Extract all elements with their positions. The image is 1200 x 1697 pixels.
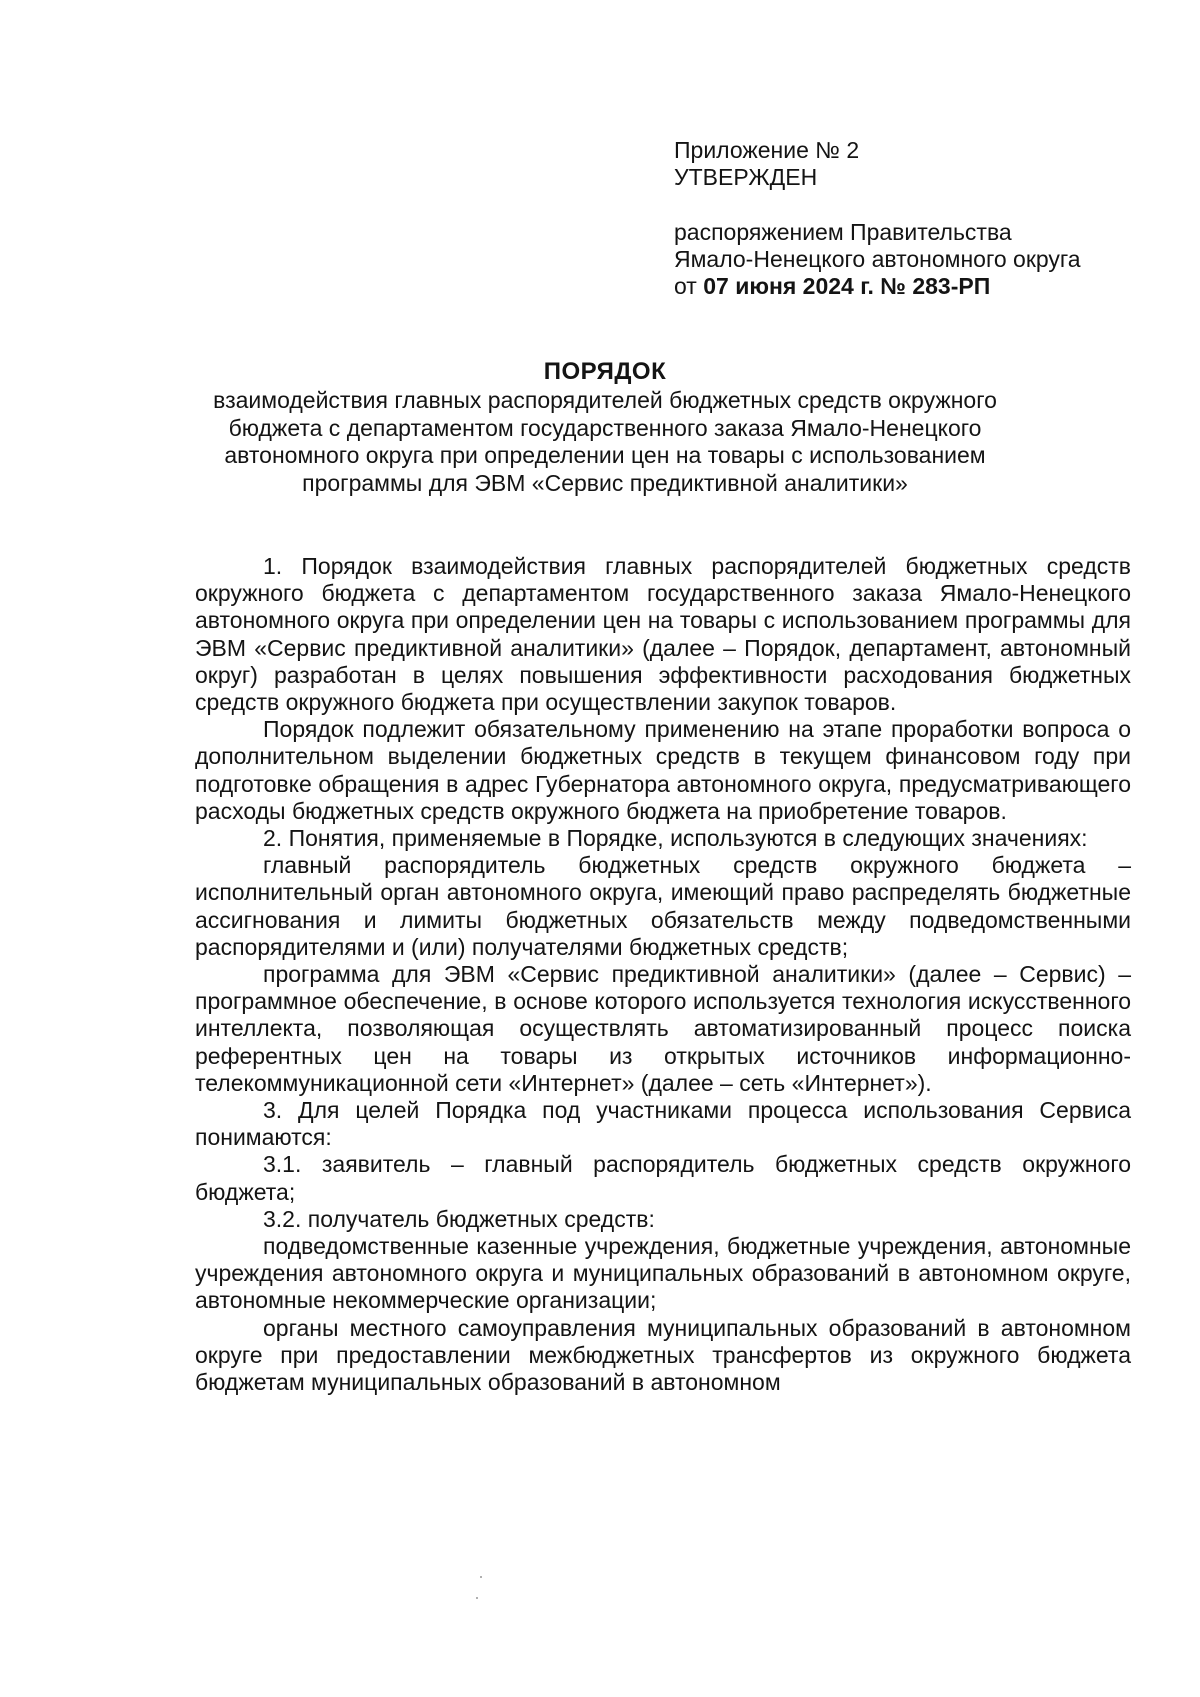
paragraph-2: 2. Понятия, применяемые в Порядке, используются в следующих значениях: [263,825,1088,852]
document-subtitle-line: автономного округа при определении цен на товары с использованием [224,442,986,468]
approved-by-line: распоряжением Правительства [674,219,1012,245]
scan-speck [480,1576,482,1578]
approved-by-authority: Ямало-Ненецкого автономного округа [674,246,1081,272]
recipient-local-governments: органы местного самоуправления муниципальных образований в автономном округе при предоставлении межбюджетных трансфертов из окружного бюджета бюджетам муниципальных образований в автономном [195,1314,1131,1396]
approval-stamp-block [674,137,1144,300]
definition-chief-manager: главный распорядитель бюджетных средств окружного бюджета – исполнительный орган автономного округа, имеющий право распределять бюджетные ассигнования и лимиты бюджетных обязательств между подведомственными распорядителями и (или) получателями бюджетных средств; [195,852,1131,960]
document-title: ПОРЯДОК [543,358,667,385]
definition-service: программа для ЭВМ «Сервис предиктивной аналитики» (далее – Сервис) – программное обеспечение, в основе которого используется технология искусственного интеллекта, позволяющая осуществлять автоматизированный процесс поиска референтных цен на товары из открытых источников информационно-телекоммуникационной сети «Интернет» (далее – сеть «Интернет»). [195,961,1131,1096]
paragraph-1: 1. Порядок взаимодействия главных распорядителей бюджетных средств окружного бюджета с департаментом государственного заказа Ямало-Ненецкого автономного округа при определении цен на товары с использованием программы для ЭВМ «Сервис предиктивной аналитики» (далее – Порядок, департамент, автономный округ) разработан в целях повышения эффективности расходования бюджетных средств окружного бюджета при осуществлении закупок товаров. [195,553,1131,716]
document-subtitle-line: бюджета с департаментом государственного заказа Ямало-Ненецкого [228,414,982,441]
paragraph-3: 3. Для целей Порядка под участниками процесса использования Сервиса понимаются: [195,1097,1131,1151]
scan-speck [476,1597,478,1599]
recipient-institutions: подведомственные казенные учреждения, бюджетные учреждения, автономные учреждения автономного округа и муниципальных образований в автономном округе, автономные некоммерческие организации; [195,1233,1131,1314]
approval-date-prefix: от [674,273,697,299]
appendix-number: Приложение № 2 [674,137,860,163]
paragraph-3-2: 3.2. получатель бюджетных средств: [263,1205,655,1232]
document-subtitle-line: программы для ЭВМ «Сервис предиктивной аналитики» [302,469,908,496]
document-body [195,553,1131,1396]
approval-date-line [674,273,1144,300]
paragraph-1-continued: Порядок подлежит обязательному применению на этапе проработки вопроса о дополнительном выделении бюджетных средств в текущем финансовом году при подготовке обращения в адрес Губернатора автономного округа, предусматривающего расходы бюджетных средств окружного бюджета на приобретение товаров. [195,716,1131,824]
approved-label: УТВЕРЖДЕН [674,164,818,190]
approval-date-value: 07 июня 2024 г. № 283-РП [703,273,991,299]
document-title-block [180,357,1030,497]
paragraph-3-1: 3.1. заявитель – главный распорядитель бюджетных средств окружного бюджета; [195,1151,1131,1205]
document-subtitle-line: взаимодействия главных распорядителей бюджетных средств окружного [213,387,997,413]
